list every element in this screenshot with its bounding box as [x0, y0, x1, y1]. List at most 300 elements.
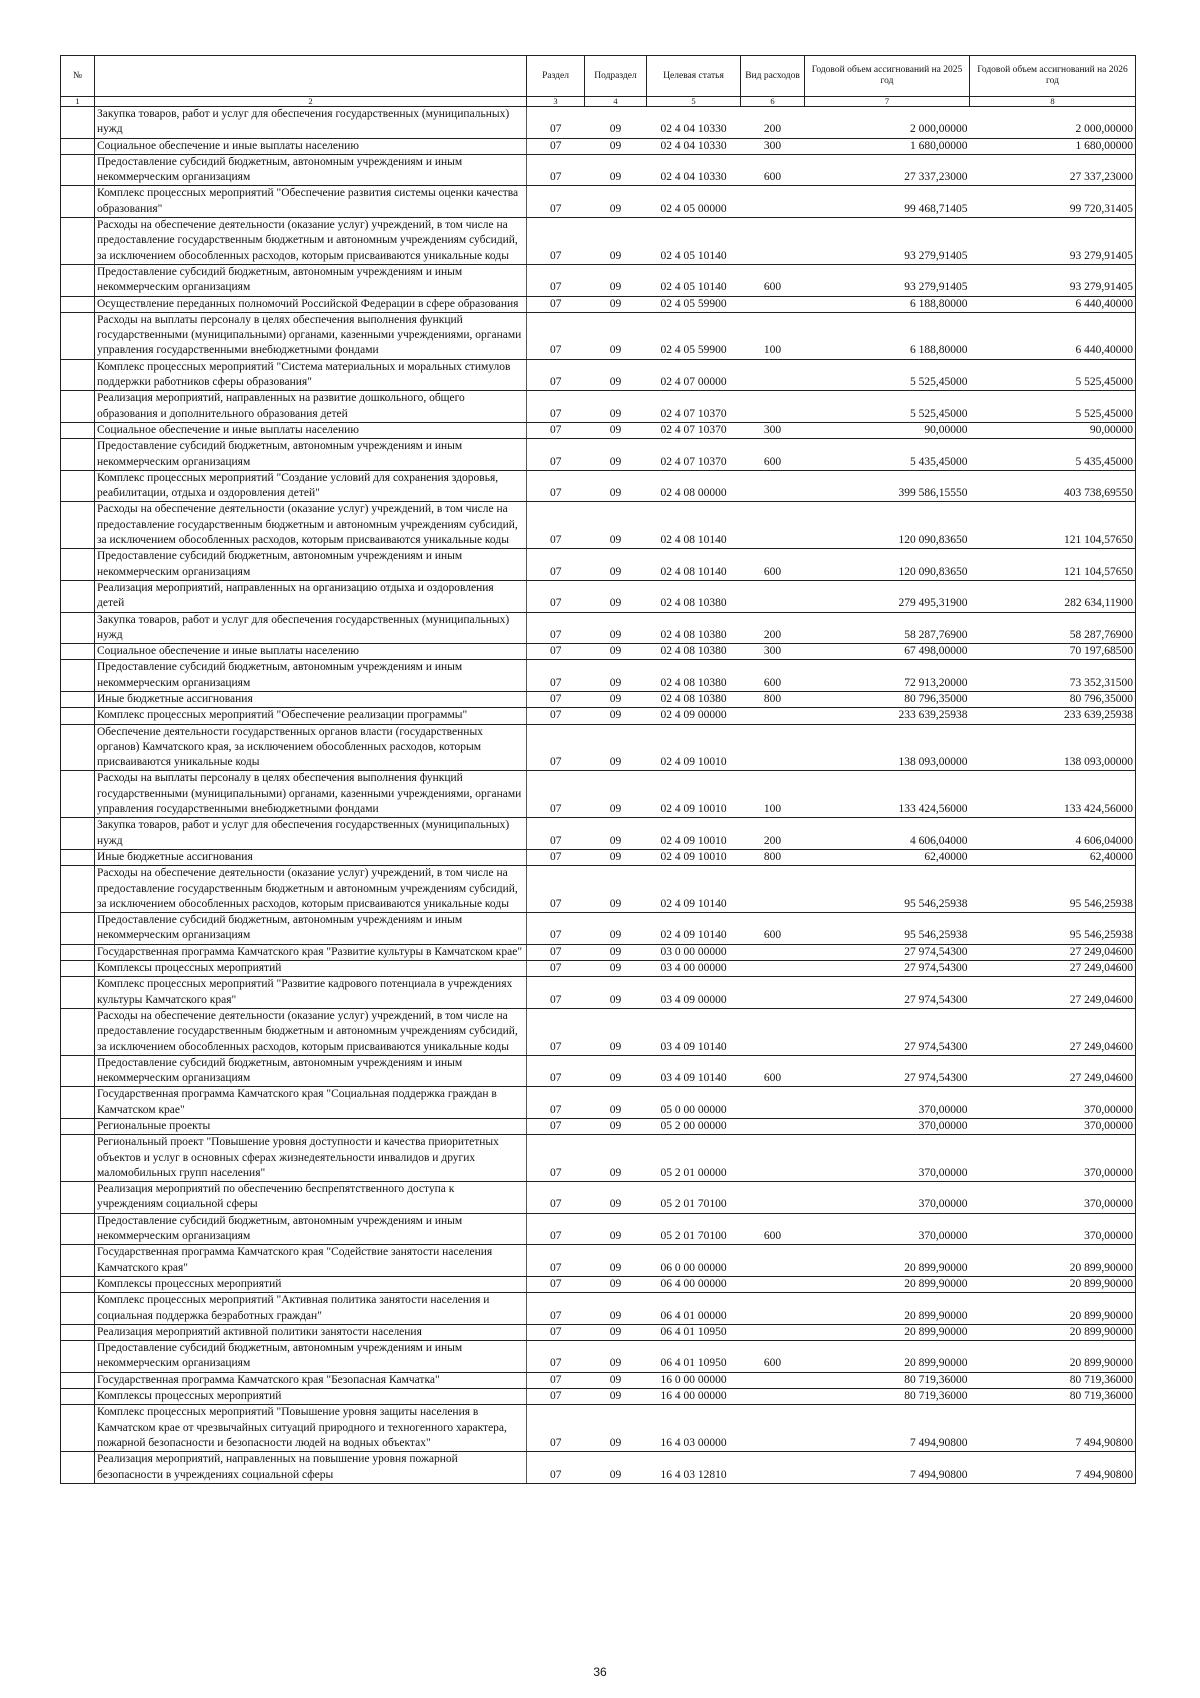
- row-expense-kind-cell: 800: [741, 849, 805, 865]
- row-subsection-cell: 09: [585, 866, 647, 913]
- row-volume-2026-cell: 370,00000: [970, 1213, 1136, 1245]
- row-section-cell: 07: [527, 1008, 585, 1055]
- row-expense-kind-cell: [741, 866, 805, 913]
- row-name-cell: Государственная программа Камчатского края "Безопасная Камчатка": [95, 1372, 527, 1388]
- row-expense-kind-cell: 300: [741, 138, 805, 154]
- row-name-cell: Реализация мероприятий, направленных на повышение уровня пожарной безопасности в учреждениях социальной сферы: [95, 1452, 527, 1484]
- row-target-article-cell: 03 4 00 00000: [647, 961, 741, 977]
- row-volume-2025-cell: 370,00000: [805, 1213, 970, 1245]
- row-expense-kind-cell: [741, 296, 805, 312]
- row-section-cell: 07: [527, 186, 585, 218]
- table-row: [61, 1341, 1136, 1373]
- row-number-cell: [61, 580, 95, 612]
- row-expense-kind-cell: 300: [741, 422, 805, 438]
- row-subsection-cell: 09: [585, 296, 647, 312]
- row-volume-2025-cell: 20 899,90000: [805, 1324, 970, 1340]
- row-subsection-cell: 09: [585, 913, 647, 945]
- table-row: [61, 771, 1136, 818]
- row-subsection-cell: 09: [585, 977, 647, 1009]
- row-target-article-cell: 02 4 07 10370: [647, 391, 741, 423]
- row-subsection-cell: 09: [585, 660, 647, 692]
- row-name-cell: Комплексы процессных мероприятий: [95, 1389, 527, 1405]
- row-expense-kind-cell: [741, 1389, 805, 1405]
- row-section-cell: 07: [527, 439, 585, 471]
- row-name-cell: Закупка товаров, работ и услуг для обеспечения государственных (муниципальных) нужд: [95, 612, 527, 644]
- row-section-cell: 07: [527, 1087, 585, 1119]
- row-name-cell: Государственная программа Камчатского края "Развитие культуры в Камчатском крае": [95, 944, 527, 960]
- row-name-cell: Предоставление субсидий бюджетным, автономным учреждениям и иным некоммерческим организациям: [95, 1055, 527, 1087]
- row-name-cell: Региональные проекты: [95, 1119, 527, 1135]
- row-expense-kind-cell: 300: [741, 644, 805, 660]
- row-number-cell: [61, 1276, 95, 1292]
- row-subsection-cell: 09: [585, 708, 647, 724]
- row-number-cell: [61, 1008, 95, 1055]
- row-name-cell: Комплекс процессных мероприятий "Обеспечение реализации программы": [95, 708, 527, 724]
- row-subsection-cell: 09: [585, 1055, 647, 1087]
- row-number-cell: [61, 1293, 95, 1325]
- row-volume-2025-cell: 399 586,15550: [805, 470, 970, 502]
- row-volume-2025-cell: 80 796,35000: [805, 691, 970, 707]
- row-subsection-cell: 09: [585, 422, 647, 438]
- row-subsection-cell: 09: [585, 691, 647, 707]
- table-row: [61, 913, 1136, 945]
- row-number-cell: [61, 296, 95, 312]
- row-subsection-cell: 09: [585, 1213, 647, 1245]
- table-row: [61, 312, 1136, 359]
- table-row: [61, 1324, 1136, 1340]
- column-number: 5: [647, 97, 741, 107]
- row-target-article-cell: 02 4 08 10380: [647, 660, 741, 692]
- row-number-cell: [61, 708, 95, 724]
- header-number: №: [61, 56, 95, 97]
- row-name-cell: Закупка товаров, работ и услуг для обеспечения государственных (муниципальных) нужд: [95, 107, 527, 139]
- row-volume-2025-cell: 279 495,31900: [805, 580, 970, 612]
- row-number-cell: [61, 849, 95, 865]
- row-volume-2026-cell: 121 104,57650: [970, 549, 1136, 581]
- row-volume-2025-cell: 27 337,23000: [805, 154, 970, 186]
- table-row: [61, 1182, 1136, 1214]
- row-name-cell: Расходы на обеспечение деятельности (оказание услуг) учреждений, в том числе на предоставление государственным бюджетным и автономным учреждениям субсидий, за исключением обособленных расходов, которым присваиваются уникальные коды: [95, 866, 527, 913]
- row-volume-2026-cell: 80 719,36000: [970, 1389, 1136, 1405]
- row-expense-kind-cell: 100: [741, 312, 805, 359]
- row-target-article-cell: 05 2 01 70100: [647, 1182, 741, 1214]
- row-volume-2026-cell: 27 249,04600: [970, 977, 1136, 1009]
- column-number: 3: [527, 97, 585, 107]
- row-volume-2026-cell: 133 424,56000: [970, 771, 1136, 818]
- row-name-cell: Иные бюджетные ассигнования: [95, 691, 527, 707]
- row-target-article-cell: 02 4 05 10140: [647, 264, 741, 296]
- row-number-cell: [61, 961, 95, 977]
- row-subsection-cell: 09: [585, 1293, 647, 1325]
- row-name-cell: Расходы на обеспечение деятельности (оказание услуг) учреждений, в том числе на предоставление государственным бюджетным и автономным учреждениям субсидий, за исключением обособленных расходов, которым присваиваются уникальные коды: [95, 502, 527, 549]
- table-row: [61, 1087, 1136, 1119]
- row-section-cell: 07: [527, 771, 585, 818]
- row-number-cell: [61, 549, 95, 581]
- budget-table: [60, 55, 1136, 1484]
- row-volume-2025-cell: 95 546,25938: [805, 913, 970, 945]
- table-row: [61, 502, 1136, 549]
- table-row: [61, 218, 1136, 265]
- row-expense-kind-cell: [741, 1276, 805, 1292]
- row-section-cell: 07: [527, 1341, 585, 1373]
- table-row: [61, 1245, 1136, 1277]
- row-name-cell: Комплексы процессных мероприятий: [95, 1276, 527, 1292]
- row-expense-kind-cell: [741, 944, 805, 960]
- row-expense-kind-cell: 600: [741, 154, 805, 186]
- row-target-article-cell: 06 4 00 00000: [647, 1276, 741, 1292]
- row-expense-kind-cell: 600: [741, 660, 805, 692]
- row-section-cell: 07: [527, 549, 585, 581]
- row-number-cell: [61, 1405, 95, 1452]
- table-header-row: [61, 56, 1136, 97]
- row-volume-2026-cell: 27 249,04600: [970, 1008, 1136, 1055]
- row-volume-2025-cell: 93 279,91405: [805, 218, 970, 265]
- row-section-cell: 07: [527, 913, 585, 945]
- row-target-article-cell: 06 4 01 10950: [647, 1341, 741, 1373]
- row-volume-2026-cell: 93 279,91405: [970, 218, 1136, 265]
- row-subsection-cell: 09: [585, 1276, 647, 1292]
- row-number-cell: [61, 977, 95, 1009]
- row-name-cell: Обеспечение деятельности государственных органов власти (государственных органов) Камчатского края, за исключением обособленных расходов, которым присваиваются уникальные коды: [95, 724, 527, 771]
- row-volume-2025-cell: 6 188,80000: [805, 296, 970, 312]
- row-volume-2025-cell: 7 494,90800: [805, 1405, 970, 1452]
- row-target-article-cell: 02 4 05 59900: [647, 296, 741, 312]
- row-subsection-cell: 09: [585, 107, 647, 139]
- row-target-article-cell: 16 4 00 00000: [647, 1389, 741, 1405]
- row-section-cell: 07: [527, 866, 585, 913]
- row-volume-2025-cell: 95 546,25938: [805, 866, 970, 913]
- row-volume-2025-cell: 27 974,54300: [805, 944, 970, 960]
- table-row: [61, 691, 1136, 707]
- row-subsection-cell: 09: [585, 470, 647, 502]
- row-volume-2026-cell: 4 606,04000: [970, 818, 1136, 850]
- row-volume-2025-cell: 5 435,45000: [805, 439, 970, 471]
- row-target-article-cell: 03 4 09 10140: [647, 1055, 741, 1087]
- row-subsection-cell: 09: [585, 961, 647, 977]
- row-number-cell: [61, 913, 95, 945]
- row-target-article-cell: 05 0 00 00000: [647, 1087, 741, 1119]
- row-expense-kind-cell: [741, 359, 805, 391]
- row-expense-kind-cell: [741, 470, 805, 502]
- row-number-cell: [61, 391, 95, 423]
- row-number-cell: [61, 138, 95, 154]
- row-volume-2025-cell: 4 606,04000: [805, 818, 970, 850]
- row-volume-2026-cell: 20 899,90000: [970, 1324, 1136, 1340]
- row-number-cell: [61, 1182, 95, 1214]
- table-row: [61, 107, 1136, 139]
- table-row: [61, 422, 1136, 438]
- row-expense-kind-cell: 200: [741, 612, 805, 644]
- row-volume-2026-cell: 73 352,31500: [970, 660, 1136, 692]
- row-volume-2026-cell: 27 249,04600: [970, 961, 1136, 977]
- table-row: [61, 1055, 1136, 1087]
- row-number-cell: [61, 944, 95, 960]
- row-name-cell: Комплекс процессных мероприятий "Создание условий для сохранения здоровья, реабилитации, отдыха и оздоровления детей": [95, 470, 527, 502]
- row-name-cell: Предоставление субсидий бюджетным, автономным учреждениям и иным некоммерческим организациям: [95, 660, 527, 692]
- row-target-article-cell: 03 0 00 00000: [647, 944, 741, 960]
- row-subsection-cell: 09: [585, 1324, 647, 1340]
- row-target-article-cell: 02 4 07 10370: [647, 422, 741, 438]
- row-volume-2026-cell: 62,40000: [970, 849, 1136, 865]
- row-expense-kind-cell: [741, 961, 805, 977]
- row-name-cell: Реализация мероприятий, направленных на развитие дошкольного, общего образования и дополнительного образования детей: [95, 391, 527, 423]
- row-number-cell: [61, 771, 95, 818]
- table-row: [61, 612, 1136, 644]
- row-subsection-cell: 09: [585, 771, 647, 818]
- row-name-cell: Расходы на обеспечение деятельности (оказание услуг) учреждений, в том числе на предоставление государственным бюджетным и автономным учреждениям субсидий, за исключением обособленных расходов, которым присваиваются уникальные коды: [95, 1008, 527, 1055]
- row-expense-kind-cell: [741, 1324, 805, 1340]
- column-number-row: [61, 97, 1136, 107]
- row-volume-2026-cell: 370,00000: [970, 1119, 1136, 1135]
- row-target-article-cell: 02 4 08 10380: [647, 644, 741, 660]
- row-target-article-cell: 05 2 01 70100: [647, 1213, 741, 1245]
- row-target-article-cell: 02 4 09 10140: [647, 913, 741, 945]
- row-name-cell: Комплекс процессных мероприятий "Система материальных и моральных стимулов поддержки работников сферы образования": [95, 359, 527, 391]
- header-name: [95, 56, 527, 97]
- table-row: [61, 1405, 1136, 1452]
- row-subsection-cell: 09: [585, 359, 647, 391]
- table-row: [61, 1293, 1136, 1325]
- row-expense-kind-cell: [741, 391, 805, 423]
- row-subsection-cell: 09: [585, 186, 647, 218]
- row-target-article-cell: 02 4 05 00000: [647, 186, 741, 218]
- table-row: [61, 849, 1136, 865]
- row-number-cell: [61, 612, 95, 644]
- table-row: [61, 549, 1136, 581]
- row-expense-kind-cell: 600: [741, 1213, 805, 1245]
- row-section-cell: 07: [527, 359, 585, 391]
- row-name-cell: Иные бюджетные ассигнования: [95, 849, 527, 865]
- column-number: 6: [741, 97, 805, 107]
- row-section-cell: 07: [527, 1389, 585, 1405]
- row-subsection-cell: 09: [585, 1135, 647, 1182]
- row-expense-kind-cell: [741, 1293, 805, 1325]
- row-volume-2025-cell: 370,00000: [805, 1135, 970, 1182]
- row-subsection-cell: 09: [585, 1008, 647, 1055]
- row-section-cell: 07: [527, 612, 585, 644]
- header-volume-2025: Годовой объем ассигнований на 2025 год: [805, 56, 970, 97]
- table-row: [61, 296, 1136, 312]
- row-volume-2026-cell: 370,00000: [970, 1182, 1136, 1214]
- row-subsection-cell: 09: [585, 154, 647, 186]
- row-number-cell: [61, 818, 95, 850]
- row-number-cell: [61, 470, 95, 502]
- row-number-cell: [61, 264, 95, 296]
- table-row: [61, 391, 1136, 423]
- row-target-article-cell: 02 4 09 10010: [647, 849, 741, 865]
- row-volume-2025-cell: 370,00000: [805, 1087, 970, 1119]
- row-volume-2025-cell: 27 974,54300: [805, 961, 970, 977]
- row-number-cell: [61, 1135, 95, 1182]
- column-number: 4: [585, 97, 647, 107]
- row-expense-kind-cell: 800: [741, 691, 805, 707]
- row-number-cell: [61, 502, 95, 549]
- row-target-article-cell: 02 4 08 10380: [647, 580, 741, 612]
- row-name-cell: Расходы на выплаты персоналу в целях обеспечения выполнения функций государственными (муниципальными) органами, казенными учреждениями, органами управления государственными внебюджетными фондами: [95, 771, 527, 818]
- row-expense-kind-cell: 600: [741, 1055, 805, 1087]
- row-target-article-cell: 02 4 09 10010: [647, 724, 741, 771]
- row-expense-kind-cell: 100: [741, 771, 805, 818]
- row-subsection-cell: 09: [585, 1452, 647, 1484]
- row-expense-kind-cell: [741, 1245, 805, 1277]
- row-section-cell: 07: [527, 1213, 585, 1245]
- row-target-article-cell: 02 4 07 00000: [647, 359, 741, 391]
- row-subsection-cell: 09: [585, 1341, 647, 1373]
- row-subsection-cell: 09: [585, 1182, 647, 1214]
- row-subsection-cell: 09: [585, 312, 647, 359]
- row-name-cell: Реализация мероприятий по обеспечению беспрепятственного доступа к учреждениям социальной сферы: [95, 1182, 527, 1214]
- row-volume-2025-cell: 138 093,00000: [805, 724, 970, 771]
- table-row: [61, 1372, 1136, 1388]
- row-volume-2025-cell: 93 279,91405: [805, 264, 970, 296]
- row-subsection-cell: 09: [585, 439, 647, 471]
- row-section-cell: 07: [527, 849, 585, 865]
- row-volume-2026-cell: 20 899,90000: [970, 1341, 1136, 1373]
- row-volume-2026-cell: 90,00000: [970, 422, 1136, 438]
- table-row: [61, 154, 1136, 186]
- row-volume-2025-cell: 7 494,90800: [805, 1452, 970, 1484]
- row-subsection-cell: 09: [585, 944, 647, 960]
- row-subsection-cell: 09: [585, 1372, 647, 1388]
- row-volume-2025-cell: 1 680,00000: [805, 138, 970, 154]
- row-section-cell: 07: [527, 818, 585, 850]
- row-volume-2025-cell: 233 639,25938: [805, 708, 970, 724]
- row-name-cell: Расходы на выплаты персоналу в целях обеспечения выполнения функций государственными (муниципальными) органами, казенными учреждениями, органами управления государственными внебюджетными фондами: [95, 312, 527, 359]
- row-name-cell: Комплекс процессных мероприятий "Обеспечение развития системы оценки качества образования": [95, 186, 527, 218]
- row-name-cell: Социальное обеспечение и иные выплаты населению: [95, 644, 527, 660]
- budget-table-sheet: [60, 55, 1135, 1484]
- row-expense-kind-cell: [741, 708, 805, 724]
- row-subsection-cell: 09: [585, 1245, 647, 1277]
- row-section-cell: 07: [527, 422, 585, 438]
- row-expense-kind-cell: [741, 1405, 805, 1452]
- row-volume-2025-cell: 20 899,90000: [805, 1293, 970, 1325]
- row-volume-2026-cell: 80 796,35000: [970, 691, 1136, 707]
- row-volume-2025-cell: 6 188,80000: [805, 312, 970, 359]
- row-volume-2026-cell: 80 719,36000: [970, 1372, 1136, 1388]
- table-row: [61, 1119, 1136, 1135]
- row-number-cell: [61, 359, 95, 391]
- row-target-article-cell: 03 4 09 00000: [647, 977, 741, 1009]
- row-number-cell: [61, 1372, 95, 1388]
- row-number-cell: [61, 1389, 95, 1405]
- row-subsection-cell: 09: [585, 612, 647, 644]
- row-section-cell: 07: [527, 977, 585, 1009]
- row-number-cell: [61, 691, 95, 707]
- row-expense-kind-cell: [741, 1008, 805, 1055]
- row-target-article-cell: 16 0 00 00000: [647, 1372, 741, 1388]
- row-target-article-cell: 02 4 08 00000: [647, 470, 741, 502]
- row-target-article-cell: 02 4 04 10330: [647, 138, 741, 154]
- row-volume-2026-cell: 370,00000: [970, 1087, 1136, 1119]
- row-subsection-cell: 09: [585, 1405, 647, 1452]
- table-row: [61, 1452, 1136, 1484]
- row-subsection-cell: 09: [585, 580, 647, 612]
- row-section-cell: 07: [527, 580, 585, 612]
- row-volume-2026-cell: 121 104,57650: [970, 502, 1136, 549]
- row-subsection-cell: 09: [585, 644, 647, 660]
- row-number-cell: [61, 1087, 95, 1119]
- row-target-article-cell: 05 2 01 00000: [647, 1135, 741, 1182]
- row-number-cell: [61, 154, 95, 186]
- row-number-cell: [61, 1245, 95, 1277]
- table-row: [61, 724, 1136, 771]
- row-expense-kind-cell: [741, 977, 805, 1009]
- row-name-cell: Осуществление переданных полномочий Российской Федерации в сфере образования: [95, 296, 527, 312]
- header-expense-kind: Вид расходов: [741, 56, 805, 97]
- row-volume-2025-cell: 120 090,83650: [805, 549, 970, 581]
- row-number-cell: [61, 660, 95, 692]
- column-number: 1: [61, 97, 95, 107]
- row-volume-2026-cell: 58 287,76900: [970, 612, 1136, 644]
- row-volume-2026-cell: 27 249,04600: [970, 1055, 1136, 1087]
- row-name-cell: Комплекс процессных мероприятий "Активная политика занятости населения и социальная поддержка безработных граждан": [95, 1293, 527, 1325]
- row-section-cell: 07: [527, 1293, 585, 1325]
- row-volume-2025-cell: 67 498,00000: [805, 644, 970, 660]
- row-name-cell: Предоставление субсидий бюджетным, автономным учреждениям и иным некоммерческим организациям: [95, 154, 527, 186]
- row-volume-2026-cell: 7 494,90800: [970, 1452, 1136, 1484]
- row-expense-kind-cell: 200: [741, 107, 805, 139]
- row-number-cell: [61, 218, 95, 265]
- row-section-cell: 07: [527, 944, 585, 960]
- row-volume-2025-cell: 58 287,76900: [805, 612, 970, 644]
- row-target-article-cell: 16 4 03 00000: [647, 1405, 741, 1452]
- row-number-cell: [61, 107, 95, 139]
- row-volume-2026-cell: 6 440,40000: [970, 312, 1136, 359]
- row-volume-2026-cell: 95 546,25938: [970, 913, 1136, 945]
- table-row: [61, 359, 1136, 391]
- row-volume-2025-cell: 20 899,90000: [805, 1276, 970, 1292]
- row-target-article-cell: 03 4 09 10140: [647, 1008, 741, 1055]
- row-subsection-cell: 09: [585, 849, 647, 865]
- row-name-cell: Расходы на обеспечение деятельности (оказание услуг) учреждений, в том числе на предоставление государственным бюджетным и автономным учреждениям субсидий, за исключением обособленных расходов, которым присваиваются уникальные коды: [95, 218, 527, 265]
- row-number-cell: [61, 1341, 95, 1373]
- page-number: 36: [593, 1665, 607, 1679]
- row-target-article-cell: 02 4 08 10380: [647, 691, 741, 707]
- row-section-cell: 07: [527, 1405, 585, 1452]
- row-target-article-cell: 06 4 01 00000: [647, 1293, 741, 1325]
- table-row: [61, 470, 1136, 502]
- row-expense-kind-cell: 600: [741, 264, 805, 296]
- row-volume-2025-cell: 370,00000: [805, 1182, 970, 1214]
- row-number-cell: [61, 186, 95, 218]
- row-volume-2026-cell: 233 639,25938: [970, 708, 1136, 724]
- row-section-cell: 07: [527, 1276, 585, 1292]
- row-expense-kind-cell: [741, 502, 805, 549]
- row-expense-kind-cell: [741, 724, 805, 771]
- row-target-article-cell: 16 4 03 12810: [647, 1452, 741, 1484]
- row-section-cell: 07: [527, 961, 585, 977]
- row-target-article-cell: 02 4 09 10140: [647, 866, 741, 913]
- row-target-article-cell: 02 4 08 10140: [647, 549, 741, 581]
- row-volume-2026-cell: 93 279,91405: [970, 264, 1136, 296]
- row-subsection-cell: 09: [585, 1389, 647, 1405]
- row-subsection-cell: 09: [585, 502, 647, 549]
- row-subsection-cell: 09: [585, 1119, 647, 1135]
- row-section-cell: 07: [527, 154, 585, 186]
- row-section-cell: 07: [527, 107, 585, 139]
- row-section-cell: 07: [527, 1372, 585, 1388]
- table-row: [61, 1276, 1136, 1292]
- row-volume-2026-cell: 5 435,45000: [970, 439, 1136, 471]
- row-name-cell: Предоставление субсидий бюджетным, автономным учреждениям и иным некоммерческим организациям: [95, 1341, 527, 1373]
- row-section-cell: 07: [527, 1135, 585, 1182]
- row-subsection-cell: 09: [585, 264, 647, 296]
- row-target-article-cell: 02 4 08 10140: [647, 502, 741, 549]
- row-volume-2025-cell: 2 000,00000: [805, 107, 970, 139]
- row-volume-2026-cell: 6 440,40000: [970, 296, 1136, 312]
- row-name-cell: Комплекс процессных мероприятий "Развитие кадрового потенциала в учреждениях культуры Камчатского края": [95, 977, 527, 1009]
